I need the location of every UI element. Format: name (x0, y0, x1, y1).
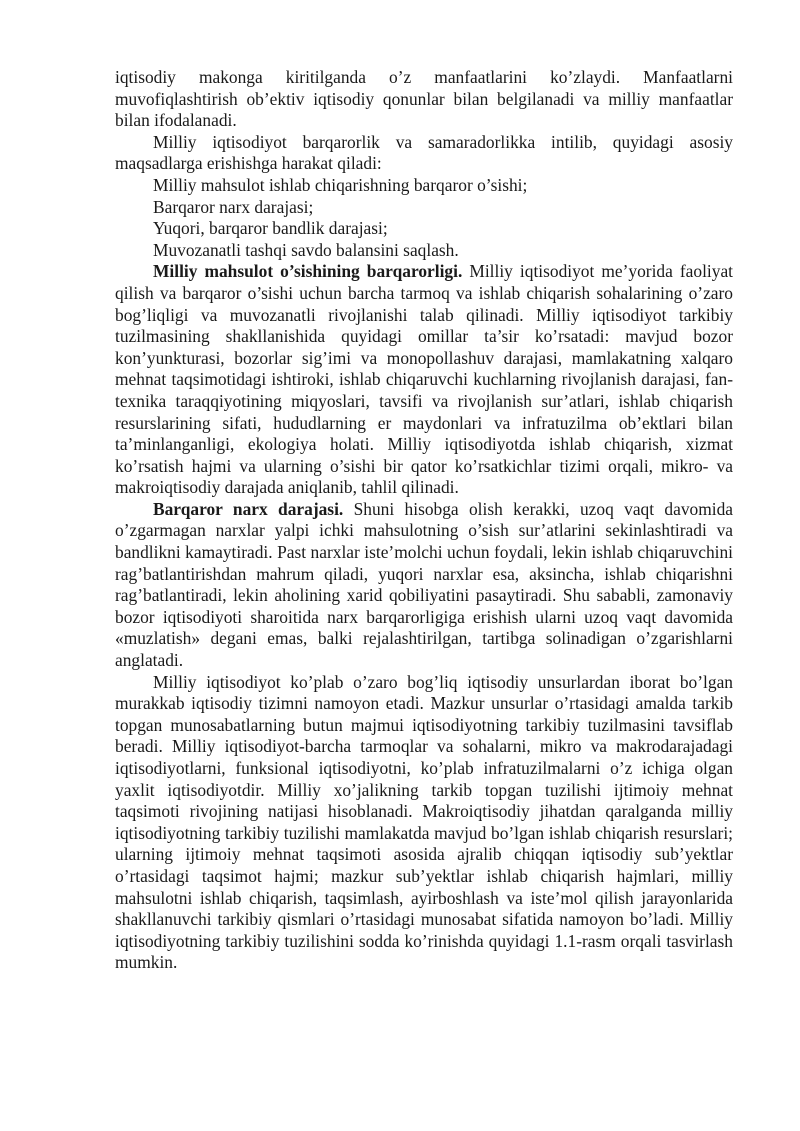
list-item-goal-2: Barqaror narx darajasi; (153, 196, 314, 217)
list-item-goal-4: Muvozanatli tashqi savdo balansini saqlash. (153, 239, 459, 260)
paragraph-economic-structure: Milliy iqtisodiyot ko’plab o’zaro bog’liq iqtisodiy unsurlardan iborat bo’lgan murakkab iqtisodiy tizimni namoyon etadi. Mazkur unsurlar o’rtasidagi amalda tarkib topgan munosabatlarning butun majmui iqtisodiyotning tarkibiy tuzilmasini tavsiflab beradi. Milliy iqtisodiyot-barcha tarmoqlar va sohalarni, mikro va makrodarajadagi iqtisodiyotlarni, funksional iqtisodiyotni, ko’plab infratuzilmalarni o’z ichiga olgan yaxlit iqtisodiyotdir. Milliy xo’jalikning tarkib topgan tuzilishi ijtimoiy mehnat taqsimoti rivojining natijasi hisoblanadi. Makroiqtisodiy jihatdan qaralganda milliy iqtisodiyotning tarkibiy tuzilishi mamlakatda mavjud bo’lgan ishlab chiqarish resurslari; ularning ijtimoiy mehnat taqsimoti asosida ajralib chiqqan iqtisodiy sub’yektlar o’rtasidagi taqsimot hajmi; mazkur sub’yektlar ishlab chiqarish hajmlari, milliy mahsulotni ishlab chiqarish, taqsimlash, ayirboshlash va iste’mol qilish jarayonlarida shakllanuvchi tarkibiy qismlari o’rtasidagi munosabat sifatida namoyon bo’ladi. Milliy iqtisodiyotning tarkibiy tuzilishini sodda ko’rinishda quyidagi 1.1-rasm orqali tasvirlash mumkin. (115, 671, 733, 973)
paragraph-output-growth (115, 261, 733, 499)
paragraph-price-level (115, 499, 733, 672)
paragraph-goals-intro: Milliy iqtisodiyot barqarorlik va samaradorlikka intilib, quyidagi asosiy maqsadlarga erishishga harakat qiladi: (115, 131, 733, 174)
paragraph-heading-price-level: Barqaror narx darajasi. (153, 498, 344, 519)
list-item-goal-1: Milliy mahsulot ishlab chiqarishning barqaror o’sishi; (153, 174, 528, 195)
paragraph-continuation: iqtisodiy makonga kiritilganda o’z manfaatlarini ko’zlaydi. Manfaatlarni muvofiqlashtirish ob’ektiv iqtisodiy qonunlar bilan belgilanadi va milliy manfaatlar bilan ifodalanadi. (115, 67, 733, 131)
document-page (115, 67, 733, 974)
paragraph-body-output-growth: Milliy iqtisodiyot me’yorida faoliyat qilish va barqaror o’sishi uchun barcha tarmoq va ishlab chiqarish sohalarining o’zaro bog’liqligi va muvozanatli rivojlanishi talab qilinadi. Milliy iqtisodiyot tarkibiy tuzilmasining shakllanishida quyidagi omillar ta’sir ko’rsatadi: mavjud bozor kon’yunkturasi, bozorlar sig’imi va monopollashuv darajasi, mamlakatning xalqaro mehnat taqsimotidagi ishtiroki, ishlab chiqaruvchi kuchlarning rivojlanish darajasi, fan-texnika taraqqiyotining miqyoslari, tavsifi va rivojlanish sur’atlari, ishlab chiqarish resurslarining sifati, hududlarning er maydonlari va infratuzilma ob’ektlari bilan ta’minlanganligi, ekologiya holati. Milliy iqtisodiyotda ishlab chiqarish, xizmat ko’rsatish hajmi va ularning o’sishi bir qator ko’rsatkichlar tizimi orqali, mikro- va makroiqtisodiy darajada aniqlanib, tahlil qilinadi. (115, 261, 734, 498)
paragraph-heading-output-growth: Milliy mahsulot o’sishining barqarorligi. (153, 261, 463, 282)
list-item-goal-3: Yuqori, barqaror bandlik darajasi; (153, 218, 388, 239)
paragraph-body-price-level: Shuni hisobga olish kerakki, uzoq vaqt davomida o’zgarmagan narxlar yalpi ichki mahsulotning o’sish sur’atlarini sekinlashtiradi va bandlikni kamaytiradi. Past narxlar iste’molchi uchun foydali, lekin ishlab chiqaruvchini rag’batlantirishdan mahrum qiladi, yuqori narxlar esa, aksincha, ishlab chiqarishni rag’batlantiradi, lekin aholining xarid qobiliyatini pasaytiradi. Shu sababli, zamonaviy bozor iqtisodiyoti sharoitida narx barqarorligiga erishish ularni uzoq vaqt davomida «muzlatish» degani emas, balki rejalashtirilgan, tartibga solinadigan o’zgarishlarni anglatadi. (115, 498, 734, 671)
